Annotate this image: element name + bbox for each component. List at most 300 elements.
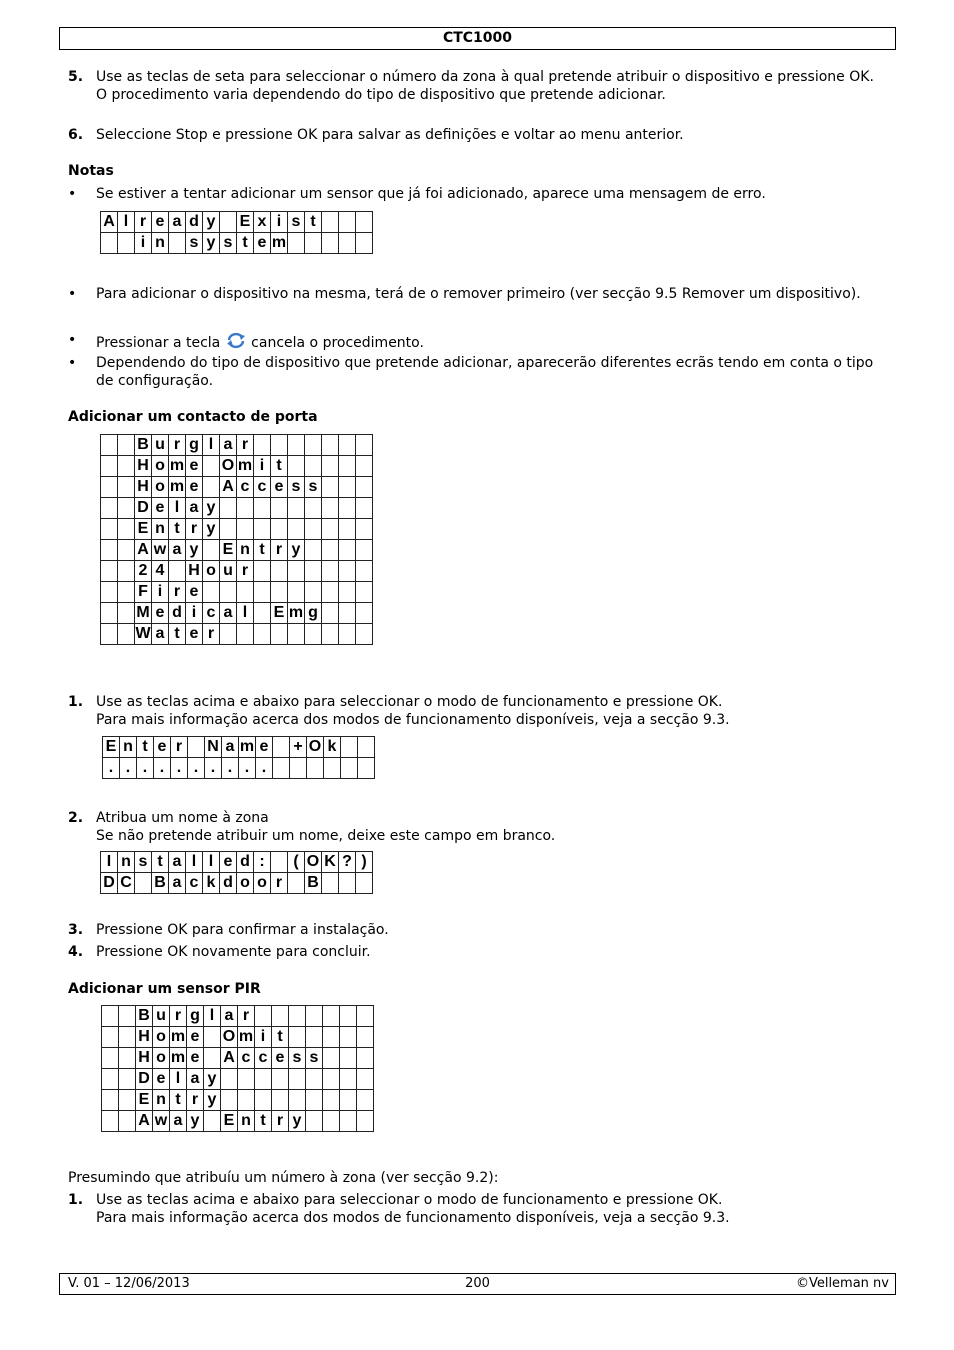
lcd-cell: . bbox=[239, 758, 256, 779]
step-number: 5. bbox=[68, 69, 84, 85]
lcd-cell: r bbox=[272, 1111, 289, 1132]
lcd-cell bbox=[271, 561, 288, 582]
lcd-row bbox=[101, 233, 373, 254]
lcd-cell bbox=[255, 1090, 272, 1111]
lcd-cell: r bbox=[135, 212, 152, 233]
lcd-cell: e bbox=[220, 852, 237, 873]
lcd-cell: a bbox=[152, 624, 169, 645]
lcd-row bbox=[101, 456, 373, 477]
lcd-cell: s bbox=[135, 852, 152, 873]
lcd-cell bbox=[340, 1048, 357, 1069]
lcd-cell bbox=[322, 603, 339, 624]
lcd-cell bbox=[254, 519, 271, 540]
lcd-cell: B bbox=[152, 873, 169, 894]
lcd-cell bbox=[358, 758, 375, 779]
lcd-cell bbox=[305, 582, 322, 603]
lcd-cell: H bbox=[135, 477, 152, 498]
lcd-cell: a bbox=[169, 540, 186, 561]
lcd-cell: r bbox=[169, 582, 186, 603]
lcd-cell bbox=[221, 1090, 238, 1111]
lcd-cell bbox=[254, 624, 271, 645]
lcd-cell: a bbox=[220, 435, 237, 456]
note-item bbox=[68, 354, 878, 390]
lcd-cell: t bbox=[237, 233, 254, 254]
lcd-cell bbox=[118, 540, 135, 561]
pir-step-1 bbox=[68, 1191, 878, 1227]
lcd-cell bbox=[118, 603, 135, 624]
lcd-cell: a bbox=[186, 498, 203, 519]
lcd-cell bbox=[238, 1069, 255, 1090]
section-heading-pir: Adicionar um sensor PIR bbox=[68, 981, 261, 997]
lcd-cell: r bbox=[237, 561, 254, 582]
step-number: 2. bbox=[68, 810, 84, 826]
lcd-cell: d bbox=[237, 852, 254, 873]
lcd-cell bbox=[339, 582, 356, 603]
lcd-cell: a bbox=[169, 852, 186, 873]
lcd-cell bbox=[237, 519, 254, 540]
lcd-row bbox=[102, 1006, 374, 1027]
lcd-row bbox=[101, 540, 373, 561]
lcd-cell: d bbox=[220, 873, 237, 894]
lcd-cell bbox=[322, 456, 339, 477]
lcd-cell: E bbox=[237, 212, 254, 233]
lcd-cell: O bbox=[305, 852, 322, 873]
step-text: Seleccione Stop e pressione OK para salvar as definições e voltar ao menu anterior. bbox=[96, 127, 684, 143]
lcd-cell bbox=[119, 1006, 136, 1027]
lcd-cell bbox=[288, 456, 305, 477]
lcd-cell bbox=[119, 1069, 136, 1090]
lcd-cell bbox=[288, 582, 305, 603]
lcd-cell: e bbox=[186, 582, 203, 603]
lcd-cell bbox=[101, 233, 118, 254]
lcd-cell: r bbox=[237, 435, 254, 456]
lcd-cell bbox=[305, 561, 322, 582]
lcd-cell: A bbox=[221, 1048, 238, 1069]
lcd-cell bbox=[322, 477, 339, 498]
lcd-cell: y bbox=[204, 1069, 221, 1090]
lcd-cell bbox=[357, 1048, 374, 1069]
step-6 bbox=[68, 126, 878, 144]
lcd-cell: y bbox=[203, 212, 220, 233]
lcd-cell bbox=[341, 737, 358, 758]
lcd-cell bbox=[119, 1027, 136, 1048]
lcd-cell: r bbox=[271, 540, 288, 561]
lcd-cell: m bbox=[170, 1027, 187, 1048]
lcd-cell bbox=[118, 477, 135, 498]
lcd-cell: n bbox=[153, 1090, 170, 1111]
lcd-cell: m bbox=[271, 233, 288, 254]
lcd-cell: t bbox=[169, 519, 186, 540]
lcd-cell: i bbox=[186, 603, 203, 624]
lcd-cell bbox=[220, 582, 237, 603]
lcd-cell: m bbox=[239, 737, 256, 758]
lcd-cell: u bbox=[220, 561, 237, 582]
lcd-cell bbox=[188, 737, 205, 758]
lcd-cell: e bbox=[153, 1069, 170, 1090]
lcd-cell bbox=[323, 1006, 340, 1027]
bullet: • bbox=[68, 186, 77, 202]
lcd-cell bbox=[203, 540, 220, 561]
lcd-cell bbox=[322, 624, 339, 645]
step-number: 4. bbox=[68, 944, 84, 960]
lcd-cell bbox=[305, 435, 322, 456]
lcd-cell: A bbox=[135, 540, 152, 561]
lcd-cell: c bbox=[238, 1048, 255, 1069]
lcd-cell: N bbox=[205, 737, 222, 758]
lcd-cell: c bbox=[255, 1048, 272, 1069]
lcd-cell: t bbox=[271, 456, 288, 477]
lcd-cell: m bbox=[169, 456, 186, 477]
lcd-cell: D bbox=[101, 873, 118, 894]
lcd-cell bbox=[322, 498, 339, 519]
lcd-cell bbox=[288, 498, 305, 519]
lcd-cell: o bbox=[153, 1048, 170, 1069]
lcd-cell: t bbox=[152, 852, 169, 873]
lcd-cell: ) bbox=[356, 852, 373, 873]
bullet: • bbox=[68, 286, 77, 302]
lcd-cell: w bbox=[152, 540, 169, 561]
lcd-cell bbox=[339, 456, 356, 477]
step-3 bbox=[68, 921, 878, 939]
lcd-row bbox=[101, 498, 373, 519]
lcd-cell bbox=[102, 1006, 119, 1027]
lcd-cell: i bbox=[271, 212, 288, 233]
lcd-cell: y bbox=[289, 1111, 306, 1132]
lcd-cell bbox=[356, 519, 373, 540]
lcd-cell: . bbox=[154, 758, 171, 779]
lcd-cell: r bbox=[203, 624, 220, 645]
lcd-cell bbox=[288, 233, 305, 254]
lcd-cell: m bbox=[237, 456, 254, 477]
lcd-cell: ? bbox=[339, 852, 356, 873]
lcd-cell bbox=[254, 435, 271, 456]
lcd-cell bbox=[118, 456, 135, 477]
lcd-cell bbox=[322, 561, 339, 582]
lcd-cell: . bbox=[103, 758, 120, 779]
lcd-cell bbox=[356, 477, 373, 498]
lcd-cell: D bbox=[135, 498, 152, 519]
step-2 bbox=[68, 809, 878, 845]
lcd-cell bbox=[289, 1069, 306, 1090]
lcd-cell: B bbox=[305, 873, 322, 894]
lcd-cell: a bbox=[187, 1069, 204, 1090]
lcd-cell: E bbox=[220, 540, 237, 561]
lcd-cell bbox=[118, 519, 135, 540]
lcd-cell: r bbox=[186, 519, 203, 540]
lcd-row bbox=[101, 603, 373, 624]
lcd-cell: a bbox=[220, 603, 237, 624]
lcd-cell: E bbox=[271, 603, 288, 624]
lcd-cell: ( bbox=[288, 852, 305, 873]
lcd-cell: l bbox=[118, 212, 135, 233]
lcd-cell bbox=[290, 758, 307, 779]
lcd-cell: . bbox=[137, 758, 154, 779]
lcd-cell: e bbox=[254, 233, 271, 254]
lcd-cell bbox=[323, 1069, 340, 1090]
lcd-cell bbox=[305, 624, 322, 645]
lcd-cell bbox=[288, 561, 305, 582]
lcd-cell: t bbox=[254, 540, 271, 561]
lcd-cell: C bbox=[118, 873, 135, 894]
lcd-cell bbox=[220, 212, 237, 233]
lcd-cell: k bbox=[324, 737, 341, 758]
lcd-cell: n bbox=[152, 233, 169, 254]
lcd-cell: I bbox=[101, 852, 118, 873]
lcd-cell: + bbox=[290, 737, 307, 758]
lcd-cell bbox=[203, 456, 220, 477]
lcd-cell bbox=[254, 603, 271, 624]
lcd-cell bbox=[254, 582, 271, 603]
lcd-cell: y bbox=[186, 540, 203, 561]
lcd-row bbox=[101, 435, 373, 456]
lcd-cell: n bbox=[238, 1111, 255, 1132]
lcd-cell bbox=[271, 852, 288, 873]
lcd-cell bbox=[237, 624, 254, 645]
lcd-cell bbox=[255, 1069, 272, 1090]
lcd-cell: r bbox=[271, 873, 288, 894]
lcd-cell bbox=[323, 1027, 340, 1048]
refresh-arrows-icon bbox=[225, 331, 247, 349]
lcd-cell bbox=[323, 1090, 340, 1111]
lcd-cell: o bbox=[153, 1027, 170, 1048]
lcd-cell: r bbox=[238, 1006, 255, 1027]
lcd-cell bbox=[204, 1111, 221, 1132]
lcd-cell: e bbox=[256, 737, 273, 758]
lcd-cell bbox=[118, 561, 135, 582]
lcd-cell: B bbox=[135, 435, 152, 456]
lcd-cell: n bbox=[118, 852, 135, 873]
lcd-cell bbox=[102, 1069, 119, 1090]
lcd-cell bbox=[322, 212, 339, 233]
lcd-row bbox=[101, 477, 373, 498]
lcd-cell bbox=[356, 603, 373, 624]
lcd-cell: r bbox=[169, 435, 186, 456]
lcd-cell bbox=[339, 603, 356, 624]
lcd-cell bbox=[339, 435, 356, 456]
lcd-modes-pir bbox=[101, 1005, 374, 1132]
lcd-cell: a bbox=[222, 737, 239, 758]
lcd-cell: A bbox=[136, 1111, 153, 1132]
section-heading-door: Adicionar um contacto de porta bbox=[68, 409, 318, 425]
note-text: Se estiver a tentar adicionar um sensor que já foi adicionado, aparece uma mensagem de erro. bbox=[96, 186, 766, 202]
lcd-cell bbox=[357, 1006, 374, 1027]
lcd-cell bbox=[357, 1111, 374, 1132]
lcd-cell bbox=[307, 758, 324, 779]
lcd-row bbox=[101, 873, 373, 894]
lcd-cell bbox=[271, 498, 288, 519]
lcd-cell bbox=[101, 435, 118, 456]
lcd-cell bbox=[288, 624, 305, 645]
lcd-cell: o bbox=[152, 456, 169, 477]
lcd-cell: s bbox=[306, 1048, 323, 1069]
lcd-cell bbox=[102, 1048, 119, 1069]
lcd-cell: i bbox=[255, 1027, 272, 1048]
lcd-cell bbox=[271, 582, 288, 603]
lcd-cell: e bbox=[152, 498, 169, 519]
lcd-cell bbox=[220, 624, 237, 645]
lcd-cell: B bbox=[136, 1006, 153, 1027]
bullet: • bbox=[68, 355, 77, 371]
lcd-cell bbox=[339, 477, 356, 498]
lcd-cell bbox=[273, 737, 290, 758]
lcd-cell bbox=[288, 435, 305, 456]
lcd-cell: O bbox=[221, 1027, 238, 1048]
lcd-cell bbox=[306, 1090, 323, 1111]
lcd-cell bbox=[356, 498, 373, 519]
lcd-cell: r bbox=[170, 1006, 187, 1027]
lcd-cell: E bbox=[135, 519, 152, 540]
lcd-cell: t bbox=[169, 624, 186, 645]
step-text: Atribua um nome à zona bbox=[96, 810, 269, 826]
lcd-row bbox=[103, 737, 375, 758]
lcd-cell bbox=[203, 477, 220, 498]
lcd-cell: o bbox=[254, 873, 271, 894]
lcd-cell bbox=[101, 477, 118, 498]
lcd-cell: a bbox=[170, 1111, 187, 1132]
lcd-cell bbox=[102, 1111, 119, 1132]
lcd-cell bbox=[339, 212, 356, 233]
lcd-cell: e bbox=[152, 212, 169, 233]
lcd-cell bbox=[357, 1027, 374, 1048]
footer-copyright: ©Velleman nv bbox=[795, 1276, 889, 1291]
lcd-enter-name bbox=[102, 736, 375, 779]
lcd-cell bbox=[356, 435, 373, 456]
lcd-cell bbox=[357, 1090, 374, 1111]
lcd-cell bbox=[339, 498, 356, 519]
lcd-cell bbox=[289, 1027, 306, 1048]
lcd-cell: g bbox=[187, 1006, 204, 1027]
lcd-cell: a bbox=[169, 212, 186, 233]
lcd-cell bbox=[237, 498, 254, 519]
lcd-cell bbox=[204, 1027, 221, 1048]
note-item bbox=[68, 331, 878, 352]
lcd-cell bbox=[101, 456, 118, 477]
lcd-cell: W bbox=[135, 624, 152, 645]
lcd-cell bbox=[339, 540, 356, 561]
note-text: cancela o procedimento. bbox=[251, 335, 424, 351]
lcd-cell: n bbox=[152, 519, 169, 540]
lcd-cell bbox=[102, 1027, 119, 1048]
lcd-cell: s bbox=[288, 477, 305, 498]
lcd-cell: a bbox=[221, 1006, 238, 1027]
lcd-cell: M bbox=[135, 603, 152, 624]
lcd-cell bbox=[272, 1006, 289, 1027]
lcd-row bbox=[102, 1069, 374, 1090]
lcd-cell bbox=[356, 212, 373, 233]
lcd-cell bbox=[169, 233, 186, 254]
lcd-cell: m bbox=[238, 1027, 255, 1048]
lcd-cell: s bbox=[186, 233, 203, 254]
lcd-cell: . bbox=[205, 758, 222, 779]
lcd-cell bbox=[339, 233, 356, 254]
lcd-cell bbox=[356, 582, 373, 603]
lcd-cell: u bbox=[153, 1006, 170, 1027]
lcd-cell: l bbox=[204, 1006, 221, 1027]
lcd-cell bbox=[220, 498, 237, 519]
lcd-cell bbox=[323, 1111, 340, 1132]
lcd-cell: i bbox=[135, 233, 152, 254]
step-number: 6. bbox=[68, 127, 84, 143]
lcd-cell: y bbox=[288, 540, 305, 561]
lcd-cell bbox=[340, 1027, 357, 1048]
lcd-cell: m bbox=[170, 1048, 187, 1069]
lcd-cell bbox=[341, 758, 358, 779]
lcd-cell bbox=[221, 1069, 238, 1090]
lcd-cell: d bbox=[186, 212, 203, 233]
step-note: Para mais informação acerca dos modos de funcionamento disponíveis, veja a secção 9.3. bbox=[96, 712, 730, 728]
lcd-cell bbox=[289, 1006, 306, 1027]
lcd-cell: D bbox=[136, 1069, 153, 1090]
lcd-cell bbox=[323, 1048, 340, 1069]
notes-heading: Notas bbox=[68, 163, 114, 179]
lcd-cell: i bbox=[254, 456, 271, 477]
lcd-cell: x bbox=[254, 212, 271, 233]
lcd-cell bbox=[238, 1090, 255, 1111]
lcd-cell bbox=[306, 1006, 323, 1027]
lcd-modes-door bbox=[100, 434, 373, 645]
lcd-row bbox=[101, 582, 373, 603]
lcd-cell bbox=[169, 561, 186, 582]
lcd-cell: u bbox=[152, 435, 169, 456]
lcd-cell bbox=[322, 582, 339, 603]
lcd-cell bbox=[356, 873, 373, 894]
step-text: Use as teclas de seta para seleccionar o número da zona à qual pretende atribuir o dispositivo e pressione OK. bbox=[96, 69, 874, 85]
lcd-cell: t bbox=[137, 737, 154, 758]
lcd-cell: l bbox=[203, 852, 220, 873]
lcd-cell: : bbox=[254, 852, 271, 873]
lcd-cell: e bbox=[186, 477, 203, 498]
lcd-cell bbox=[119, 1048, 136, 1069]
lcd-cell: o bbox=[203, 561, 220, 582]
lcd-cell: l bbox=[169, 498, 186, 519]
lcd-row bbox=[102, 1048, 374, 1069]
lcd-row bbox=[103, 758, 375, 779]
lcd-row bbox=[101, 212, 373, 233]
step-number: 1. bbox=[68, 694, 84, 710]
lcd-cell bbox=[254, 498, 271, 519]
lcd-cell bbox=[340, 1111, 357, 1132]
lcd-cell: t bbox=[272, 1027, 289, 1048]
lcd-cell bbox=[305, 233, 322, 254]
lcd-cell bbox=[102, 1090, 119, 1111]
page-header: CTC1000 bbox=[59, 27, 896, 50]
lcd-cell bbox=[322, 540, 339, 561]
lcd-cell bbox=[305, 456, 322, 477]
lcd-cell: 2 bbox=[135, 561, 152, 582]
lcd-row bbox=[101, 852, 373, 873]
lcd-cell bbox=[306, 1027, 323, 1048]
lcd-cell: l bbox=[186, 852, 203, 873]
footer-version: V. 01 – 12/06/2013 bbox=[68, 1276, 190, 1291]
lcd-cell: o bbox=[152, 477, 169, 498]
lcd-cell: s bbox=[289, 1048, 306, 1069]
lcd-cell bbox=[272, 1069, 289, 1090]
lcd-row bbox=[101, 561, 373, 582]
lcd-cell: e bbox=[152, 603, 169, 624]
lcd-cell bbox=[339, 873, 356, 894]
lcd-row bbox=[102, 1111, 374, 1132]
lcd-cell bbox=[271, 519, 288, 540]
lcd-cell: H bbox=[136, 1048, 153, 1069]
lcd-cell: l bbox=[203, 435, 220, 456]
lcd-cell bbox=[273, 758, 290, 779]
step-note: Para mais informação acerca dos modos de funcionamento disponíveis, veja a secção 9.3. bbox=[96, 1210, 730, 1226]
lcd-cell: k bbox=[203, 873, 220, 894]
lcd-cell bbox=[322, 233, 339, 254]
lcd-cell bbox=[118, 435, 135, 456]
lcd-cell bbox=[339, 519, 356, 540]
lcd-cell bbox=[254, 561, 271, 582]
